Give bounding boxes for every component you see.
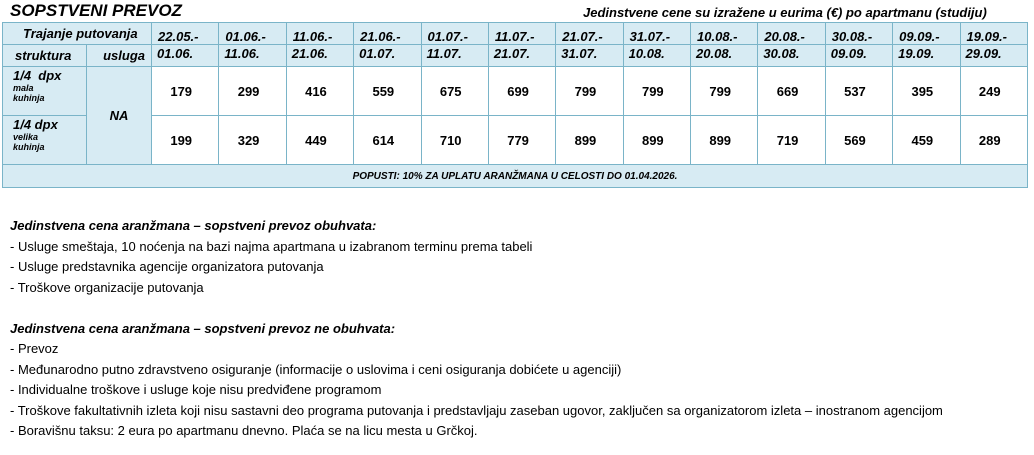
price-cell: 537: [825, 67, 892, 116]
page-header: [0, 0, 1034, 22]
price-table: [2, 22, 1028, 188]
structure-type: 1/4 dpx: [13, 117, 58, 132]
list-item: - Prevoz: [10, 341, 59, 356]
period-to-cell: 01.07.: [354, 45, 421, 67]
list-item: - Usluge smeštaja, 10 noćenja na bazi najma apartmana u izabranom terminu prema tabeli: [10, 238, 533, 254]
currency-note: Jedinstvene cene su izražene u eurima (€) po apartmanu (studiju): [583, 5, 987, 20]
period-to-cell: 20.08.: [691, 45, 758, 67]
period-from-cell: 21.07.-: [556, 23, 623, 45]
price-cell: 799: [556, 67, 623, 116]
list-item: - Troškove fakultativnih izleta koji nisu sastavni deo programa putovanja i predstavljaju zaseban ugovor, zaključen sa organizatorom izleta – inostranom agencijom: [10, 402, 943, 418]
excludes-heading: Jedinstvena cena aranžmana – sopstveni prevoz ne obuhvata:: [10, 320, 396, 336]
page-title: SOPSTVENI PREVOZ: [10, 1, 182, 20]
period-from-cell: 11.06.-: [286, 23, 353, 45]
structure-detail: velika: [13, 132, 39, 142]
period-from-cell: 22.05.-: [152, 23, 219, 45]
price-cell: 449: [286, 116, 353, 165]
period-to-cell: 29.09.: [960, 45, 1027, 67]
period-to-cell: 19.09.: [893, 45, 960, 67]
price-cell: 779: [488, 116, 555, 165]
price-cell: 675: [421, 67, 488, 116]
period-from-cell: 10.08.-: [691, 23, 758, 45]
period-to-cell: 21.07.: [488, 45, 555, 67]
price-cell: 199: [152, 116, 219, 165]
service-value: NA: [87, 67, 152, 165]
price-cell: 299: [219, 67, 286, 116]
period-to-cell: 11.07.: [421, 45, 488, 67]
price-cell: 395: [893, 67, 960, 116]
period-from-cell: 31.07.-: [623, 23, 690, 45]
discount-note: POPUSTI: 10% ZA UPLATU ARANŽMANA U CELOSTI DO 01.04.2026.: [3, 165, 1028, 188]
period-from-cell: 11.07.-: [488, 23, 555, 45]
period-from-cell: 01.07.-: [421, 23, 488, 45]
period-from-cell: 20.08.-: [758, 23, 825, 45]
period-from-cell: 19.09.-: [960, 23, 1027, 45]
list-item: - Individualne troškove i usluge koje nisu predviđene programom: [10, 382, 382, 397]
period-to-cell: 01.06.: [152, 45, 219, 67]
price-cell: 719: [758, 116, 825, 165]
structure-detail: kuhinja: [13, 93, 45, 103]
period-from-cell: 09.09.-: [893, 23, 960, 45]
list-item: - Usluge predstavnika agencije organizatora putovanja: [10, 259, 324, 274]
period-to-cell: 30.08.: [758, 45, 825, 67]
list-item: - Međunarodno putno zdravstveno osiguranje (informacije o uslovima i ceni osiguranja dobićete u agenciji): [10, 361, 622, 377]
period-to-cell: 21.06.: [286, 45, 353, 67]
structure-type: 1/4 dpx: [13, 68, 62, 83]
period-from-cell: 30.08.-: [825, 23, 892, 45]
price-cell: 799: [691, 67, 758, 116]
duration-label: Trajanje putovanja: [3, 23, 152, 45]
price-cell: 799: [623, 67, 690, 116]
period-from-cell: 21.06.-: [354, 23, 421, 45]
price-cell: 329: [219, 116, 286, 165]
includes-heading: Jedinstvena cena aranžmana – sopstveni prevoz obuhvata:: [10, 218, 377, 233]
price-cell: 669: [758, 67, 825, 116]
structure-detail: mala: [13, 83, 34, 93]
price-cell: 710: [421, 116, 488, 165]
structure-label: struktura: [3, 45, 87, 67]
period-to-cell: 09.09.: [825, 45, 892, 67]
list-item: - Boravišnu taksu: 2 eura po apartmanu dnevno. Plaća se na licu mesta u Grčkoj.: [10, 423, 478, 438]
structure-detail: kuhinja: [13, 142, 45, 152]
price-cell: 179: [152, 67, 219, 116]
price-cell: 614: [354, 116, 421, 165]
period-to-cell: 11.06.: [219, 45, 286, 67]
price-cell: 249: [960, 67, 1027, 116]
price-cell: 899: [623, 116, 690, 165]
period-from-cell: 01.06.-: [219, 23, 286, 45]
service-label: usluga: [87, 45, 152, 67]
price-cell: 459: [893, 116, 960, 165]
conditions-section: [10, 216, 943, 442]
period-to-cell: 31.07.: [556, 45, 623, 67]
price-cell: 569: [825, 116, 892, 165]
structure-cell: [3, 67, 87, 116]
period-to-cell: 10.08.: [623, 45, 690, 67]
list-item: - Troškove organizacije putovanja: [10, 279, 204, 295]
price-cell: 899: [691, 116, 758, 165]
spacer: [10, 298, 943, 319]
price-cell: 699: [488, 67, 555, 116]
price-cell: 559: [354, 67, 421, 116]
price-cell: 416: [286, 67, 353, 116]
price-cell: 899: [556, 116, 623, 165]
price-cell: 289: [960, 116, 1027, 165]
structure-cell: [3, 116, 87, 165]
